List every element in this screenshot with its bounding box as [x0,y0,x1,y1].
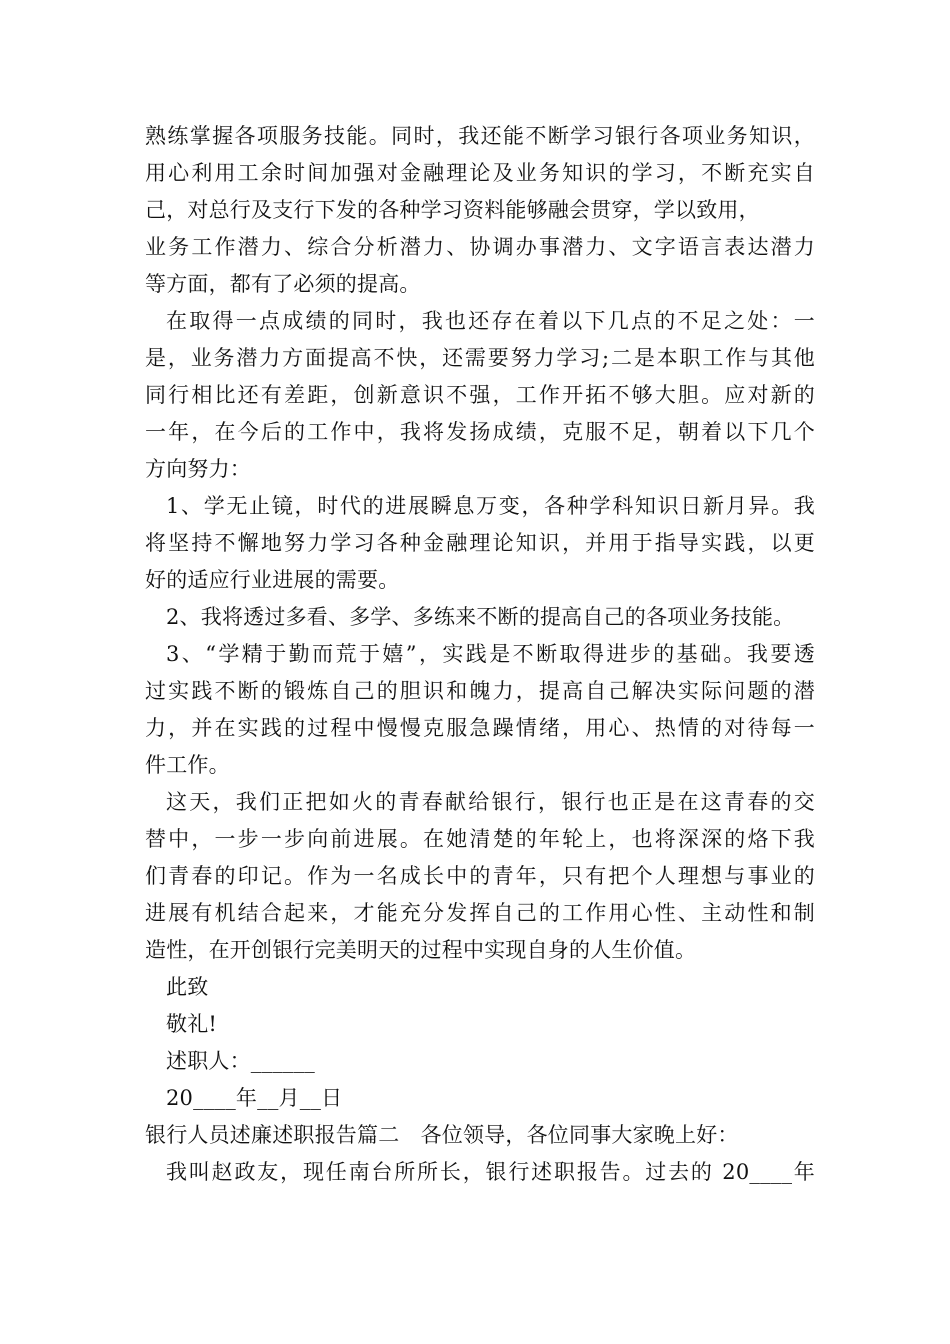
text-line: 己，对总行及支行下发的各种学习资料能够融会贯穿，学以致用， [145,198,760,222]
text-line: 好的适应行业进展的需要。 [145,568,400,592]
document-body [145,118,815,1191]
text-line: 件工作。 [145,753,230,777]
text-line: 力，并在实践的过程中慢慢克服急躁情绪，用心、热情的对待每一 [145,716,815,740]
text-line: 是，业务潜力方面提高不快，还需要努力学习;二是本职工作与其他 [145,346,815,370]
text-line: 们青春的印记。作为一名成长中的青年，只有把个人理想与事业的 [145,864,815,888]
text-line: 替中，一步一步向前进展。在她清楚的年轮上，也将深深的烙下我 [145,827,815,851]
text-line: 等方面，都有了必须的提高。 [145,272,421,296]
date-line: 20____年__月__日 [166,1086,343,1110]
text-line: 同行相比还有差距，创新意识不强，工作开拓不够大胆。应对新的 [145,383,815,407]
closing-salutation: 此致 [166,975,209,999]
section-heading: 银行人员述廉述职报告篇二 各位领导，各位同事大家晚上好： [145,1123,739,1147]
text-line: 进展有机结合起来，才能充分发挥自己的工作用心性、主动性和制 [145,901,815,925]
text-line: 业务工作潜力、综合分析潜力、协调办事潜力、文字语言表达潜力 [145,235,815,259]
text-line: 3、“学精于勤而荒于嬉”，实践是不断取得进步的基础。我要透 [166,642,815,666]
text-line: 过实践不断的锻炼自己的胆识和魄力，提高自己解决实际问题的潜 [145,679,815,703]
text-line: 将坚持不懈地努力学习各种金融理论知识，并用于指导实践，以更 [145,531,815,555]
text-line: 一年，在今后的工作中，我将发扬成绩，克服不足，朝着以下几个 [145,420,815,444]
text-line: 这天，我们正把如火的青春献给银行，银行也正是在这青春的交 [166,790,815,814]
text-line: 1、学无止镜，时代的进展瞬息万变，各种学科知识日新月异。我 [166,494,815,518]
text-line: 熟练掌握各项服务技能。同时，我还能不断学习银行各项业务知识， [145,124,815,148]
text-line: 2、我将透过多看、多学、多练来不断的提高自己的各项业务技能。 [166,605,795,629]
closing-regards: 敬礼! [166,1012,218,1036]
text-line: 方向努力： [145,457,251,481]
text-line: 我叫赵政友，现任南台所所长，银行述职报告。过去的 20____年 [166,1160,815,1184]
reporter-signature-line: 述职人：______ [166,1049,315,1073]
text-line: 造性，在开创银行完美明天的过程中实现自身的人生价值。 [145,938,697,962]
text-line: 在取得一点成绩的同时，我也还存在着以下几点的不足之处：一 [166,309,815,333]
text-line: 用心利用工余时间加强对金融理论及业务知识的学习，不断充实自 [145,161,815,185]
